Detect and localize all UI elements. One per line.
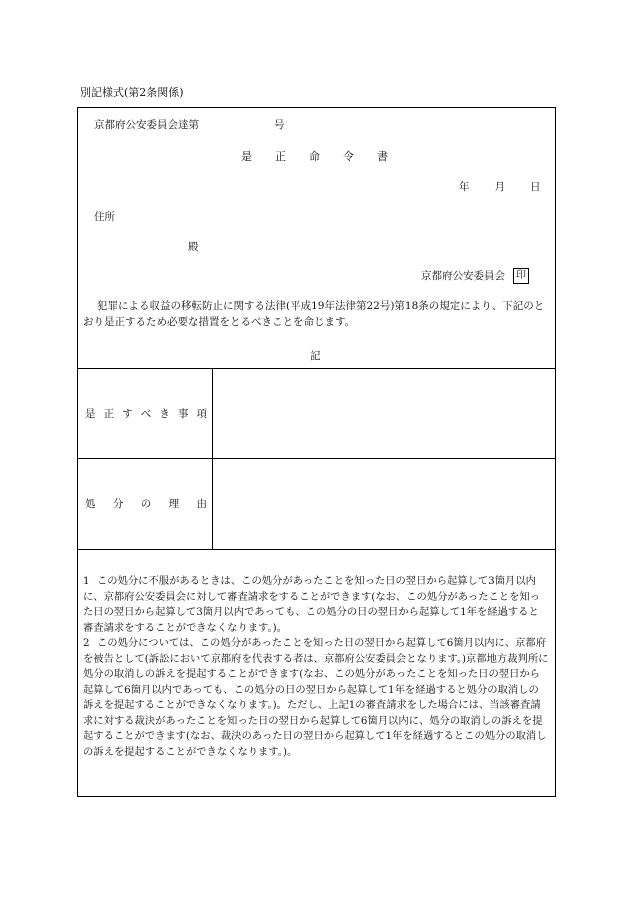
title-char: 正 <box>275 150 286 163</box>
issuer-line <box>421 268 529 284</box>
note-1 <box>83 574 549 636</box>
row-label-disposition-reason: 処 分 の 理 由 <box>85 498 207 510</box>
note-number: 1 <box>83 575 90 587</box>
table-middle-rule <box>78 458 555 459</box>
title-char: 是 <box>241 150 252 163</box>
title-char: 命 <box>309 150 320 163</box>
note-text: この処分に不服があるときは、この処分があったことを知った日の翌日から起算して3箇月以内に、京都府公安委員会に対して審査請求をすることができます(なお、この処分があったことを知った日の翌日から起算して3箇月以内であっても、この処分の日の翌日から起算して1年を経過すると審査請求をすることができなくなります。)。 <box>83 575 540 634</box>
note-text: この処分については、この処分があったことを知った日の翌日から起算して6箇月以内に、京都府を被告として(訴訟において京都府を代表する者は、京都府公安委員会となります。)京都地方裁判所に処分の取消しの訴えを提起することができます(なお、この処分があったことを知った日の翌日から起算して6箇月以内であっても、この処分の日の翌日から起算して1年を経過すると処分の取消しの訴えを提起することができなくなります。)。ただし、上記1の審査請求をした場合には、当該審査請求に対する裁決があったことを知った日の翌日から起算して6箇月以内に、処分の取消しの訴えを提起することができます(なお、裁決のあった日の翌日から起算して1年を経過するとこの処分の取消しの訴えを提起することができなくなります。)。 <box>83 637 549 758</box>
day-label: 日 <box>530 181 541 193</box>
note-2 <box>83 636 549 760</box>
form-caption: 別記様式(第2条関係) <box>80 86 184 99</box>
table-top-rule <box>78 368 555 369</box>
ki-heading: 記 <box>310 350 321 362</box>
date-line <box>459 179 541 194</box>
doc-number-prefix: 京都府公安委員会達第 <box>94 119 199 131</box>
document-title <box>241 148 388 164</box>
row-label-correction-items: 是 正 す べ き 事 項 <box>85 408 207 420</box>
title-char: 令 <box>343 150 354 163</box>
honorific: 殿 <box>188 241 199 253</box>
issuer-name: 京都府公安委員会 <box>421 270 505 282</box>
title-char: 書 <box>377 150 388 163</box>
order-form <box>77 107 556 797</box>
month-label: 月 <box>494 181 505 193</box>
table-bottom-rule <box>78 549 555 550</box>
address-label: 住所 <box>94 211 115 223</box>
year-label: 年 <box>459 181 470 193</box>
doc-number-suffix: 号 <box>274 119 285 131</box>
order-body-text: 犯罪による収益の移転防止に関する法律(平成19年法律第22号)第18条の規定により、下記のとおり是正するため必要な措置をとるべきことを命じます。 <box>83 300 545 328</box>
note-number: 2 <box>83 637 90 649</box>
seal-stamp: 印 <box>513 268 529 284</box>
